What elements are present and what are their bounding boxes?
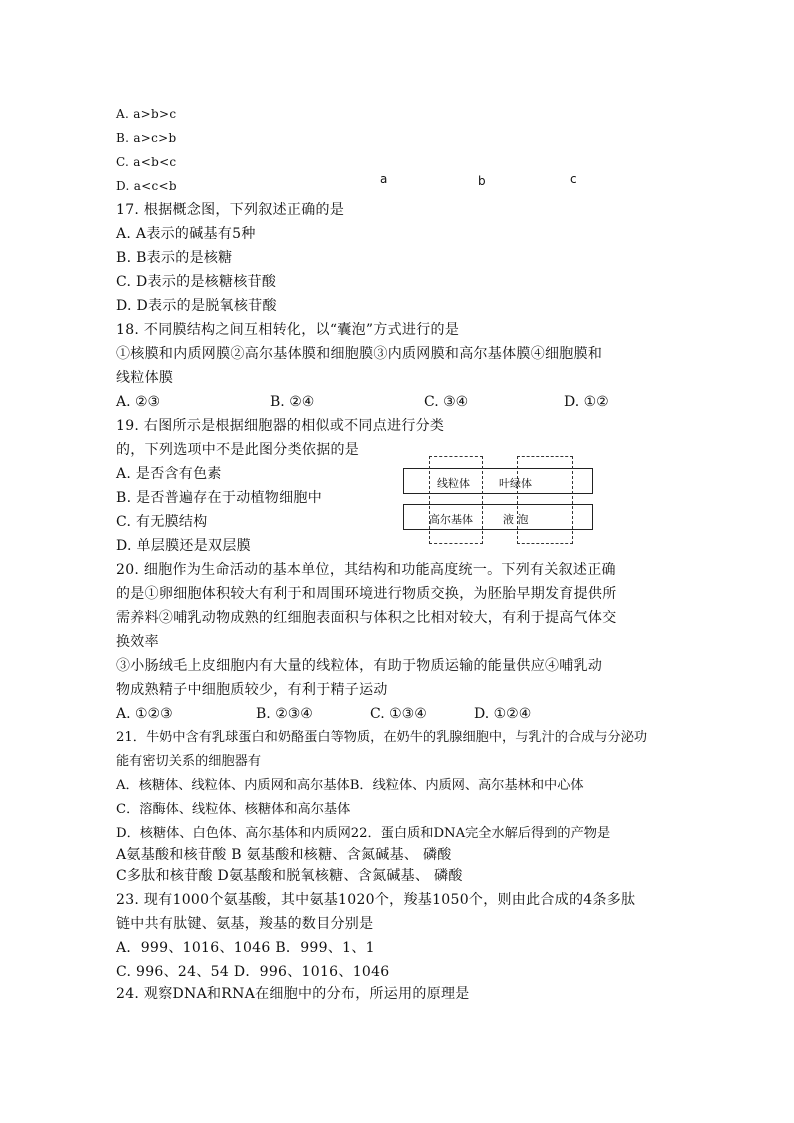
q17-option-b: B. B表示的是核糖 — [116, 250, 233, 266]
q23-line1: 23. 现有1000个氨基酸，其中氨基1020个，羧基1050个，则由此合成的4条多肽 — [116, 892, 636, 908]
q20-option-b: B. ②③④ — [256, 706, 313, 722]
q16-option-d: D. a<c<b — [116, 179, 177, 193]
q22-line1: A氨基酸和核苷酸 B 氨基酸和核糖、含氮碱基、 磷酸 — [116, 847, 452, 863]
q23-line2: 链中共有肽键、氨基，羧基的数目分别是 — [116, 916, 374, 932]
q21-line3: A．核糖体、线粒体、内质网和高尔基体B．线粒体、内质网、高尔基林和中心体 — [116, 778, 584, 793]
q23-line3: A．999、1016、1046 B．999、1、1 — [116, 940, 375, 956]
q21-line1: 21．牛奶中含有乳球蛋白和奶酪蛋白等物质，在奶牛的乳腺细胞中，与乳汁的合成与分泌功 — [116, 730, 648, 745]
q17-option-a: A. A表示的碱基有5种 — [116, 226, 256, 242]
q16-option-b: B. a>c>b — [116, 131, 177, 145]
q18-option-a: A. ②③ — [116, 394, 161, 410]
diagram-dashed-column-right — [517, 456, 573, 544]
q19-stem-1: 19. 右图所示是根据细胞器的相似或不同点进行分类 — [116, 418, 445, 434]
q18-stem: 18. 不同膜结构之间互相转化，以“囊泡”方式进行的是 — [116, 322, 460, 338]
q22-line2: C多肽和核苷酸 D氨基酸和脱氧核糖、含氮碱基、 磷酸 — [116, 868, 463, 884]
q20-option-c: C. ①③④ — [370, 706, 427, 722]
q20-line5: ③小肠绒毛上皮细胞内有大量的线粒体，有助于物质运输的能量供应④哺乳动 — [116, 658, 603, 674]
q18-option-c: C. ③④ — [424, 394, 469, 410]
q19-option-b: B. 是否普遍存在于动植物细胞中 — [116, 490, 322, 506]
diagram-label-golgi: 高尔基体 — [429, 513, 473, 526]
q23-line4: C. 996、24、54 D．996、1016、1046 — [116, 964, 390, 980]
q20-line1: 20. 细胞作为生命活动的基本单位，其结构和功能高度统一。下列有关叙述正确 — [116, 562, 616, 578]
q16-option-a: A. a>b>c — [116, 107, 177, 121]
q20-line3: 需养料②哺乳动物成熟的红细胞表面积与体积之比相对较大，有利于提高气体交 — [116, 610, 617, 626]
diagram-dashed-column-left — [429, 456, 483, 544]
q18-line2: 线粒体膜 — [116, 370, 174, 386]
q20-line6: 物成熟精子中细胞质较少，有利于精子运动 — [116, 682, 388, 698]
diagram-label-chloroplast: 叶绿体 — [499, 477, 532, 490]
q19-stem-2: 的，下列选项中不是此图分类依据的是 — [116, 442, 360, 458]
diagram-label-vacuole: 液 泡 — [503, 513, 529, 526]
q19-option-d: D. 单层膜还是双层膜 — [116, 538, 251, 554]
q18-line1: ①核膜和内质网膜②高尔基体膜和细胞膜③内质网膜和高尔基体膜④细胞膜和 — [116, 346, 603, 362]
q20-line2: 的是①卵细胞体积较大有利于和周围环境进行物质交换，为胚胎早期发育提供所 — [116, 586, 617, 602]
q21-line4: C．溶酶体、线粒体、核糖体和高尔基体 — [116, 802, 351, 817]
q21-line2: 能有密切关系的细胞器有 — [116, 754, 262, 769]
q21-line5: D．核糖体、白色体、高尔基体和内质网22．蛋白质和DNA完全水解后得到的产物是 — [116, 826, 611, 841]
organelle-classification-diagram — [403, 456, 595, 546]
q17-option-d: D. D表示的是脱氧核苷酸 — [116, 298, 277, 314]
q18-option-d: D. ①② — [564, 394, 609, 410]
figure-label-c: c — [570, 172, 577, 186]
q16-option-c: C. a<b<c — [116, 155, 177, 169]
q19-option-a: A. 是否含有色素 — [116, 466, 222, 482]
q20-option-a: A. ①②③ — [116, 706, 173, 722]
q20-line4: 换效率 — [116, 634, 159, 650]
figure-label-a: a — [380, 172, 388, 186]
q19-option-c: C. 有无膜结构 — [116, 514, 208, 530]
diagram-label-mitochondria: 线粒体 — [437, 477, 470, 490]
q24-stem: 24. 观察DNA和RNA在细胞中的分布，所运用的原理是 — [116, 986, 470, 1002]
figure-label-b: b — [478, 174, 486, 188]
q20-option-d: D. ①②④ — [474, 706, 532, 722]
q18-option-b: B. ②④ — [270, 394, 315, 410]
q17-stem: 17. 根据概念图，下列叙述正确的是 — [116, 202, 345, 218]
q17-option-c: C. D表示的是核糖核苷酸 — [116, 274, 277, 290]
